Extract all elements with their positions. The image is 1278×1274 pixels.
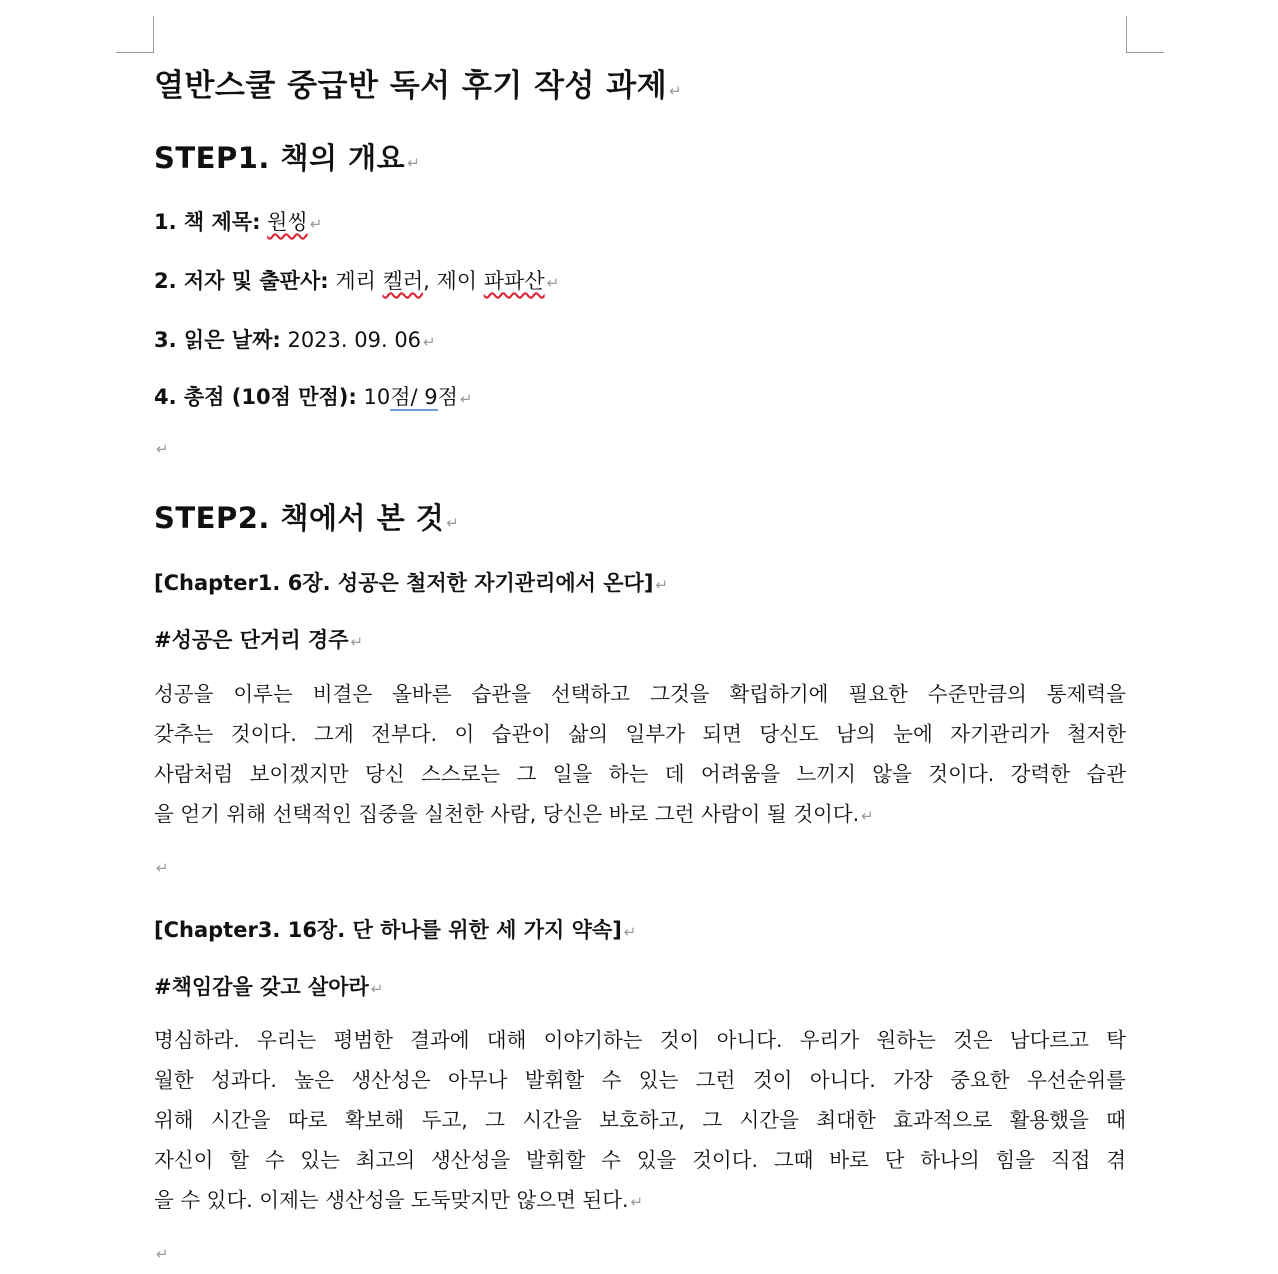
paragraph-line: 명심하라. 우리는 평범한 결과에 대해 이야기하는 것이 아니다. 우리가 원하는 것은 남다르고 탁: [154, 1028, 1126, 1052]
book-title-value: 원씽: [267, 210, 308, 234]
body-paragraph: [154, 1020, 1126, 1220]
crop-mark-top-right: [1126, 16, 1164, 53]
section-tag: #성공은 단거리 경주 ↵: [154, 628, 364, 652]
paragraph-line-last: 을 얻기 위해 선택적인 집중을 실천한 사람, 당신은 바로 그런 사람이 될 것이다. ↵: [154, 802, 874, 826]
empty-paragraph: ↵: [156, 1245, 169, 1263]
read-date-line: 3. 읽은 날짜: 2023. 09. 06 ↵: [154, 328, 436, 352]
empty-paragraph: ↵: [156, 440, 169, 458]
chapter-heading: [Chapter1. 6장. 성공은 철저한 자기관리에서 온다] ↵: [154, 571, 668, 595]
score-line: 4. 총점 (10점 만점): 10점/ 9점 ↵: [154, 385, 473, 409]
step1-heading: STEP1. 책의 개요 ↵: [154, 141, 421, 175]
empty-paragraph: ↵: [156, 859, 169, 877]
paragraph-line-last: 을 수 있다. 이제는 생산성을 도둑맞지만 않으면 된다. ↵: [154, 1188, 644, 1212]
chapter-heading: [Chapter3. 16장. 단 하나를 위한 세 가지 약속] ↵: [154, 918, 637, 942]
crop-mark-top-left: [116, 16, 154, 53]
book-title-line: 1. 책 제목: 원씽 ↵: [154, 210, 323, 234]
step2-heading: STEP2. 책에서 본 것 ↵: [154, 501, 460, 535]
document-title: 열반스쿨 중급반 독서 후기 작성 과제 ↵: [154, 68, 683, 104]
paragraph-line: 갖추는 것이다. 그게 전부다. 이 습관이 삶의 일부가 되면 당신도 남의 눈에 자기관리가 철저한: [154, 722, 1126, 746]
body-paragraph: [154, 674, 1126, 834]
paragraph-line: 자신이 할 수 있는 최고의 생산성을 발휘할 수 있을 것이다. 그때 바로 단 하나의 힘을 직접 겪: [154, 1148, 1126, 1172]
paragraph-line: 월한 성과다. 높은 생산성은 아무나 발휘할 수 있는 그런 것이 아니다. 가장 중요한 우선순위를: [154, 1068, 1126, 1092]
paragraph-line: 위해 시간을 따로 확보해 두고, 그 시간을 보호하고, 그 시간을 최대한 효과적으로 활용했을 때: [154, 1108, 1126, 1132]
paragraph-line: 사람처럼 보이겠지만 당신 스스로는 그 일을 하는 데 어려움을 느끼지 않을 것이다. 강력한 습관: [154, 762, 1126, 786]
paragraph-line: 성공을 이루는 비결은 올바른 습관을 선택하고 그것을 확립하기에 필요한 수준만큼의 통제력을: [154, 682, 1126, 706]
author-line: 2. 저자 및 출판사: 게리 켈러, 제이 파파산 ↵: [154, 269, 560, 293]
section-tag: #책임감을 갖고 살아라 ↵: [154, 975, 384, 999]
